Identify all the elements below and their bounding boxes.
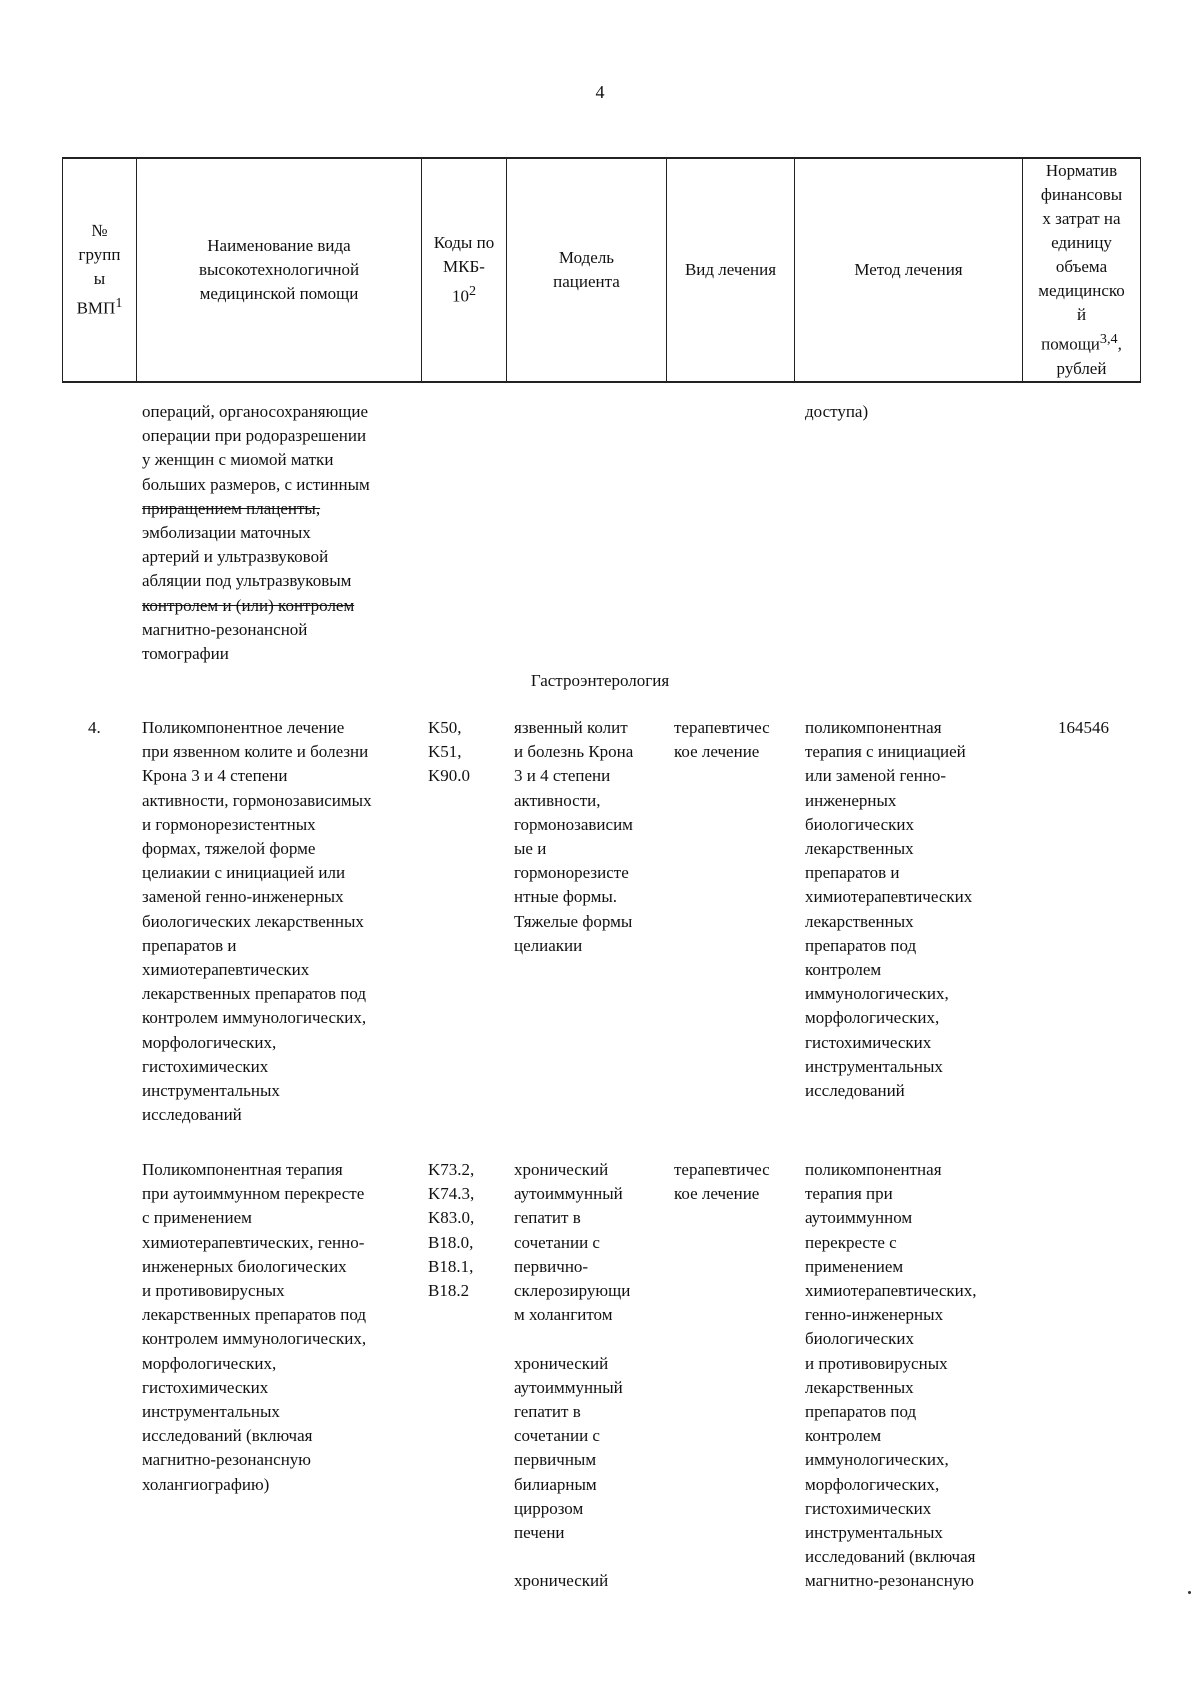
scan-speck <box>1188 1591 1191 1594</box>
continuation-name-part-2: эмболизации маточных артерий и ультразвуковой абляции под ультразвуковым <box>142 523 352 591</box>
continuation-name-strike-1: приращением плаценты, <box>142 498 321 518</box>
continuation-method: доступа) <box>805 402 869 421</box>
row-1-group-number: 4. <box>88 718 101 737</box>
header-treatment-type: Вид лечения <box>667 158 795 382</box>
row-1-treatment-type: терапевтичес кое лечение <box>674 718 770 762</box>
continuation-name <box>142 400 442 666</box>
header-icd-codes: Коды по МКБ- $10^2$ <box>422 158 507 382</box>
continuation-name-strike-2: контролем и (или) контролем <box>142 595 355 615</box>
continuation-name-part-1: операций, органосохраняющие операции при родоразрешении у женщин с миомой матки больших размеров, с истинным <box>142 402 370 494</box>
row-1-care-name: Поликомпонентное лечение при язвенном колите и болезни Крона 3 и 4 степени активности, гормонозависимых и гормонорезистентных формах, тяжелой форме целиакии с инициацией или заменой генно-инженерных биологических лекарственных препаратов и химиотерапевтических лекарственных препаратов под контролем иммунологических, морфологических, гистохимических инструментальных исследований <box>142 718 372 1125</box>
header-care-name: Наименование вида высокотехнологичной медицинской помощи <box>137 158 422 382</box>
row-2-treatment-type: терапевтичес кое лечение <box>674 1160 770 1204</box>
page-number: 4 <box>595 82 605 102</box>
header-group-number: № групп ы ВМП$^1$ <box>63 158 137 382</box>
row-2-care-name: Поликомпонентная терапия при аутоиммунном перекресте с применением химиотерапевтических, генно- инженерных биологических и противовирусных лекарственных препаратов под контролем иммунологических, морфологических, гистохимических инструментальных исследований (включая магнитно-резонансную холангиографию) <box>142 1160 367 1494</box>
row-1-cost-norm: 164546 <box>1058 718 1109 737</box>
header-row <box>63 158 1141 382</box>
table-header <box>62 157 1141 383</box>
row-1-treatment-method: поликомпонентная терапия с инициацией или заменой генно- инженерных биологических лекарственных препаратов и химиотерапевтических лекарственных препаратов под контролем иммунологических, морфологических, гистохимических инструментальных исследований <box>805 718 973 1101</box>
row-1-icd-codes: K50, K51, K90.0 <box>428 718 471 786</box>
continuation-name-part-3: магнитно-резонансной томографии <box>142 619 308 664</box>
header-cost-norm: Норматив финансовы х затрат на единицу объема медицинско й помощи$^{3,4}$, рублей <box>1023 158 1141 382</box>
row-1-patient-model: язвенный колит и болезнь Крона 3 и 4 степени активности, гормонозависим ые и гормонорезисте нтные формы. Тяжелые формы целиакии <box>514 718 634 955</box>
row-2-icd-codes: K73.2, K74.3, K83.0, B18.0, B18.1, B18.2 <box>428 1160 475 1301</box>
header-treatment-method: Метод лечения <box>795 158 1023 382</box>
row-2-treatment-method: поликомпонентная терапия при аутоиммунном перекресте с применением химиотерапевтических, генно-инженерных биологических и противовирусных лекарственных препаратов под контролем иммунологических, морфологических, гистохимических инструментальных исследований (включая магнитно-резонансную <box>805 1160 977 1591</box>
header-patient-model: Модель пациента <box>507 158 667 382</box>
section-title: Гастроэнтерология <box>530 671 670 690</box>
row-2-patient-model: хронический аутоиммунный гепатит в сочетании с первично- склерозирующи м холангитом хронический аутоиммунный гепатит в сочетании с первичным билиарным циррозом печени хронический <box>514 1160 631 1591</box>
